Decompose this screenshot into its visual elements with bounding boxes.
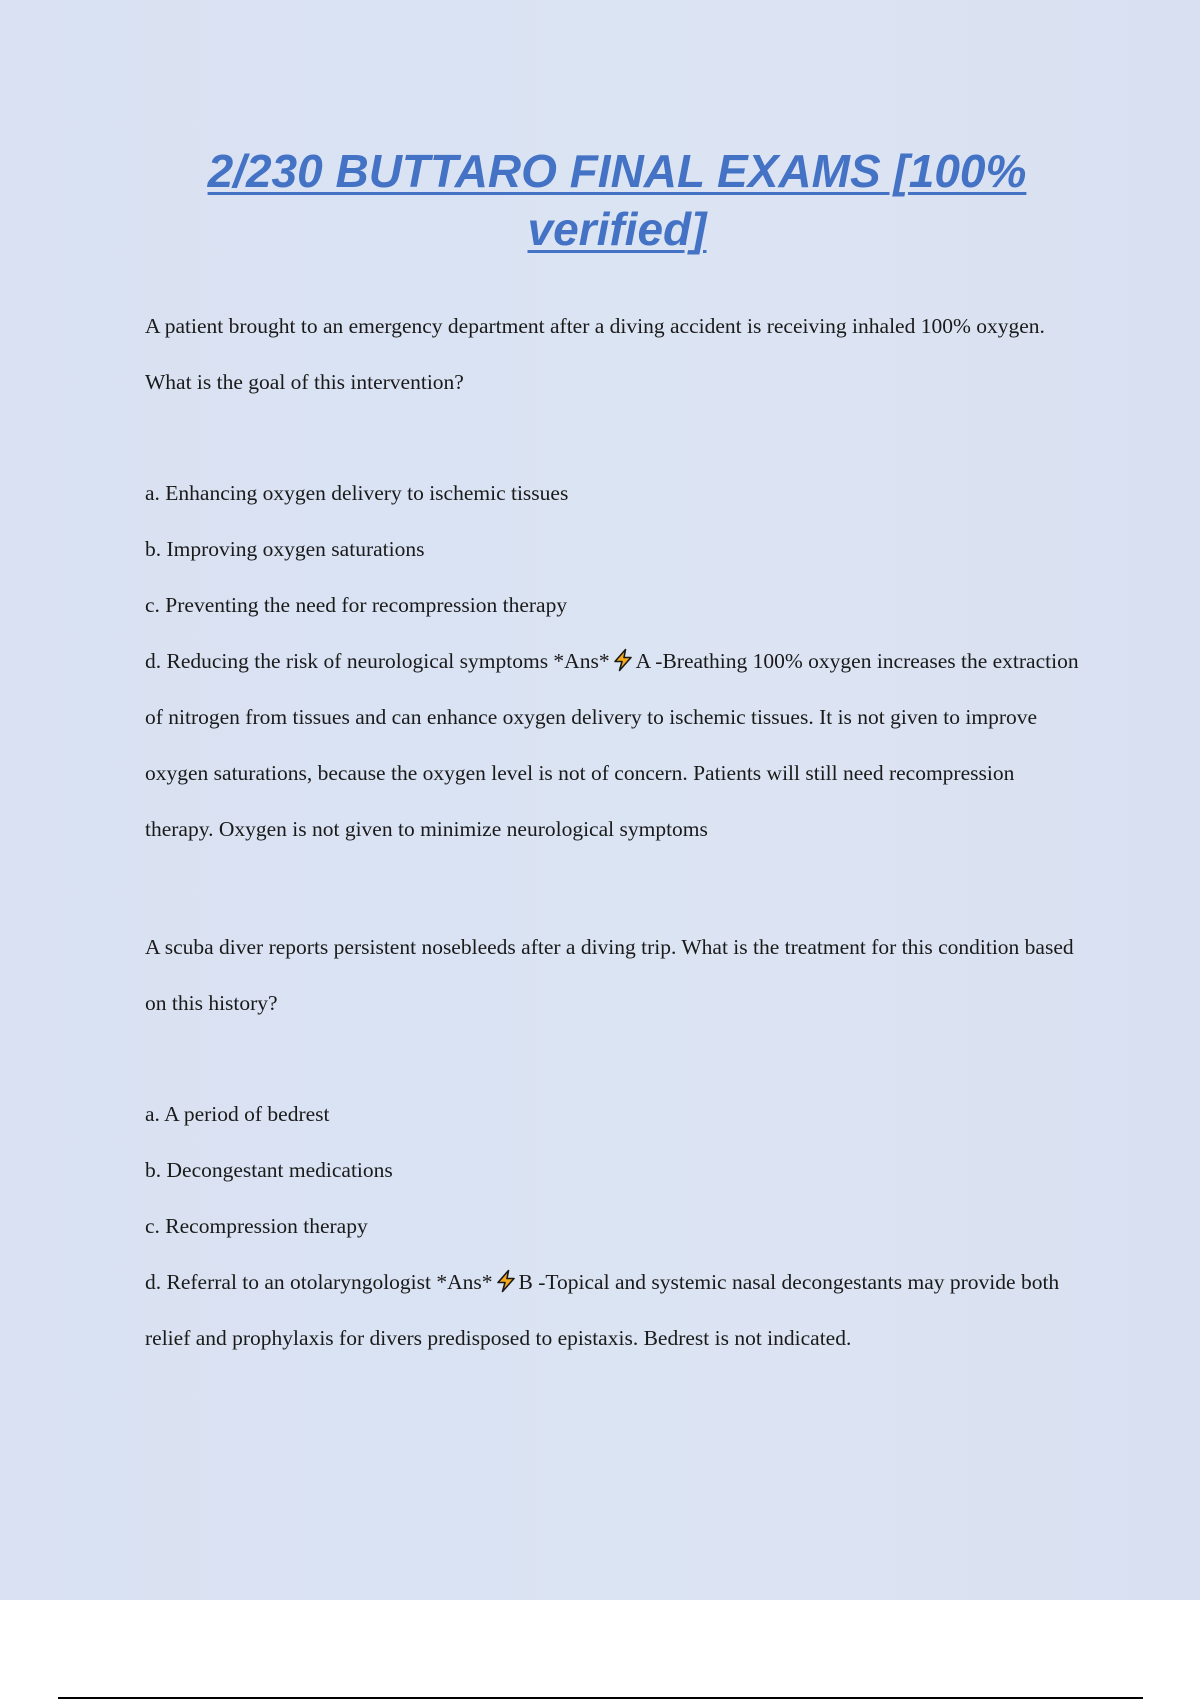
question-2-option-d-with-answer [145,1254,1085,1366]
footer-divider [58,1697,1143,1699]
question-1-text: A patient brought to an emergency department after a diving accident is receiving inhaled 100% oxygen. What is the goal of this intervention? [145,314,1045,394]
question-1-option-a: a. Enhancing oxygen delivery to ischemic tissues [145,481,569,505]
question-1-option-d: d. Reducing the risk of neurological symptoms *Ans* [145,649,610,673]
question-2-option-b: b. Decongestant medications [145,1158,393,1182]
question-1-option-c: c. Preventing the need for recompression therapy [145,593,568,617]
question-2-option-a: a. A period of bedrest [145,1102,330,1126]
question-2-options [145,1086,1085,1366]
document-title: 2/230 BUTTARO FINAL EXAMS [100% verified] [207,145,1027,255]
question-2-answer: B -Topical and systemic nasal decongestants may provide both relief and prophylaxis for divers predisposed to epistaxis. Bedrest is not indicated. [145,1270,1060,1350]
question-1-option-d-with-answer [145,633,1085,857]
question-1-options [145,465,1085,857]
question-2-text: A scuba diver reports persistent nosebleeds after a diving trip. What is the treatment for this condition based on this history? [145,935,1074,1015]
question-1 [145,298,1085,410]
question-1-option-b: b. Improving oxygen saturations [145,537,425,561]
lightning-bolt-icon [494,1269,518,1293]
question-2 [145,919,1085,1031]
question-2-option-d: d. Referral to an otolaryngologist *Ans* [145,1270,493,1294]
lightning-bolt-icon [611,648,635,672]
question-1-answer: A -Breathing 100% oxygen increases the extraction of nitrogen from tissues and can enhance oxygen delivery to ischemic tissues. It is not given to improve oxygen saturations, because the oxygen level is not of concern. Patients will still need recompression therapy. Oxygen is not given to minimize neurological symptoms [145,649,1079,841]
question-2-option-c: c. Recompression therapy [145,1214,368,1238]
